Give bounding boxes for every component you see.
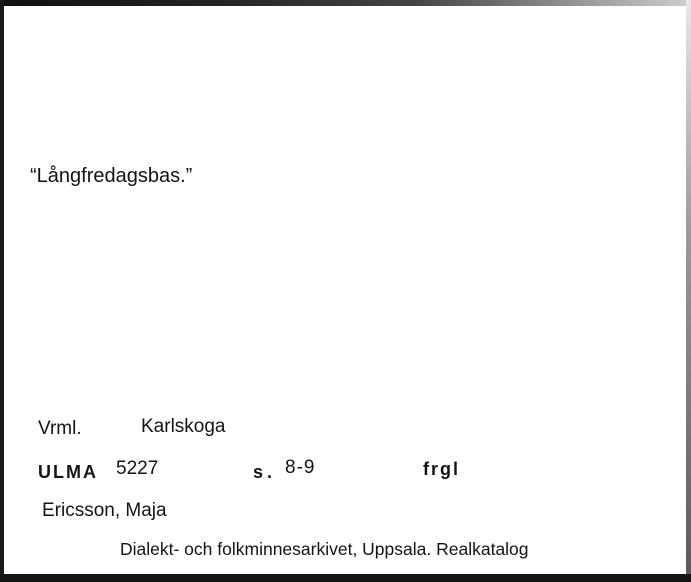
page-range: 8-9: [285, 457, 316, 478]
card-edge-left: [0, 0, 4, 582]
parish: Karlskoga: [141, 416, 226, 437]
card-title: “Långfredagsbas.”: [30, 165, 193, 187]
card-edge-bottom: [0, 574, 691, 582]
province: Vrml.: [38, 418, 82, 439]
informant-name: Ericsson, Maja: [42, 500, 167, 521]
card-edge-top: [0, 0, 691, 6]
category-code: frgl: [423, 459, 460, 479]
card-edge-right: [686, 0, 691, 582]
archive-footer: Dialekt- och folkminnesarkivet, Uppsala. Realkatalog: [120, 539, 529, 559]
page-prefix: s.: [253, 462, 277, 482]
accession-number: 5227: [116, 458, 159, 479]
archive-code: ULMA: [38, 462, 98, 482]
